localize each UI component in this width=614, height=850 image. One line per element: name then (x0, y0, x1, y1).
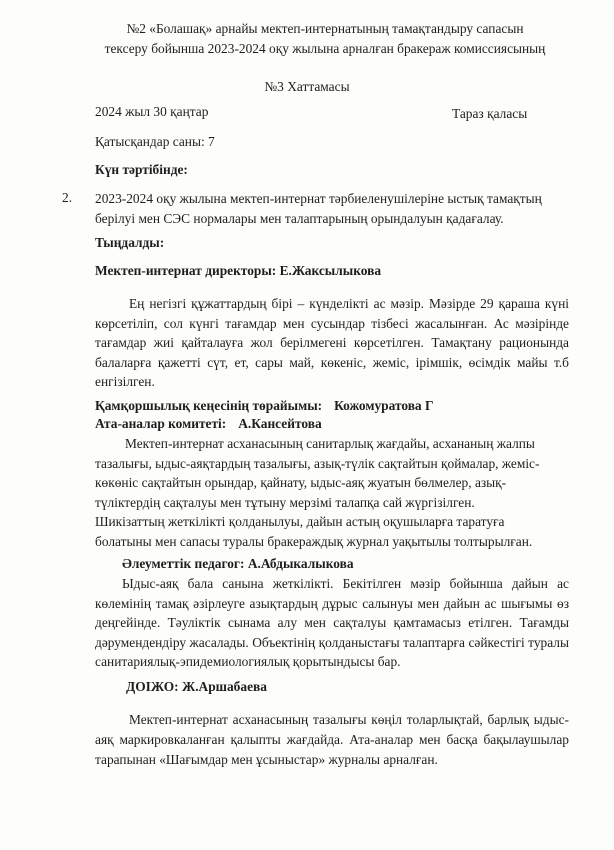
council-chair-name: Кожомуратова Г (334, 398, 434, 413)
title-line-2: тексеру бойынша 2023-2024 оқу жылына арналған бракераж комиссиясының (104, 41, 546, 56)
parents-committee-name: А.Кансейтова (238, 416, 322, 431)
council-line: Шикізаттың жеткілікті қолданылуы, дайын астың оқушыларға таратуға (95, 514, 505, 530)
agenda-item-text: 2023-2024 оқу жылына мектеп-интернат тәрбиеленушілеріне ыстық тамақтың берілуі мен СЭС нормалары мен талаптарының орындалуын қадағалау. (95, 191, 542, 226)
parents-committee-role: Ата-аналар комитеті: (95, 416, 227, 431)
director-statement (95, 294, 569, 392)
attendees-count: Қатысқандар саны: 7 (95, 134, 215, 149)
speaker-director: Мектеп-интернат директоры: Е.Жаксылыкова (95, 263, 382, 278)
speaker-social-pedagogue: Әлеуметтік педагог: А.Абдыкалыкова (122, 556, 354, 571)
agenda-heading: Күн тәртібінде: (95, 162, 188, 177)
council-line: көкөніс сақтайтын орындар, қайнату, ыдыс-аяқ жуатын бөлмелер, азық- (95, 475, 507, 491)
speaker-parents-committee (95, 416, 322, 432)
protocol-number: №3 Хаттамасы (264, 79, 350, 94)
title-line-1: №2 «Болашақ» арнайы мектеп-интернатының тамақтандыру сапасын (126, 21, 524, 36)
council-statement (95, 434, 575, 552)
agenda-item-number: 2. (62, 190, 73, 205)
document-date: 2024 жыл 30 қаңтар (95, 104, 209, 119)
pedagogue-statement-text: Ыдыс-аяқ бала санына жеткілікті. Бекітілген мәзір бойынша дайын ас көлемінің тамақ әзірлеуге азықтардың дұрыс салынуы мен дайын ас шығымы өз деңгейінде. Тәуліктік сынама алу мен сақталуы қамтамасыз етілген. Тағамды дәрумендендіру жасалады. Объектінің қолданыстағы талаптарға сәйкестігі туралы санитариялық-эпидемиологиялық қорытындысы бар. (95, 576, 569, 670)
council-line: түліктердің сақталуы мен тұтыну мерзімі талапқа сай жүргізілген. (95, 494, 475, 510)
council-chair-role: Қамқоршылық кеңесінің төрайымы: (95, 398, 323, 413)
doizho-statement-text: Мектеп-интернат асханасының тазалығы көңіл толарлықтай, барлық ыдыс-аяқ маркировкаланған қалыпты жағдайда. Ата-аналар мен басқа бақылаушылар тарапынан «Шағымдар мен ұсыныстар» журналы арналған. (95, 712, 569, 767)
document-title (60, 19, 590, 59)
speaker-council-chair (95, 398, 434, 414)
speaker-doizho: ДОІЖО: Ж.Аршабаева (126, 679, 267, 694)
doizho-statement (95, 710, 569, 770)
council-line: Мектеп-интернат асханасының санитарлық жағдайы, асхананың жалпы (125, 436, 535, 451)
document-city: Тараз қаласы (452, 106, 528, 121)
director-statement-text: Ең негізгі құжаттардың бірі – күнделікті ас мәзір. Мәзірде 29 қараша күні көрсетіліп, сол күнгі тағамдар мен сусындар тізбесі жасалынған. Ас мәзірінде тағамдар жиі қайталауға жол берілмегені көрсетілген. Тамақтану рационында балаларға қажетті сүт, ет, сары май, көкеніс, жеміс, ірімшік, өсімдік майы т.б енгізілген. (95, 296, 569, 390)
council-line: тазалығы, ыдыс-аяқтардың тазалығы, азық-түлік сақтайтын қоймалар, жеміс- (95, 455, 540, 471)
heard-heading: Тыңдалды: (95, 235, 165, 250)
pedagogue-statement (95, 574, 569, 672)
council-line: болатыны мен сапасы туралы бракераждық журнал уақытылы толтырылған. (95, 533, 533, 549)
